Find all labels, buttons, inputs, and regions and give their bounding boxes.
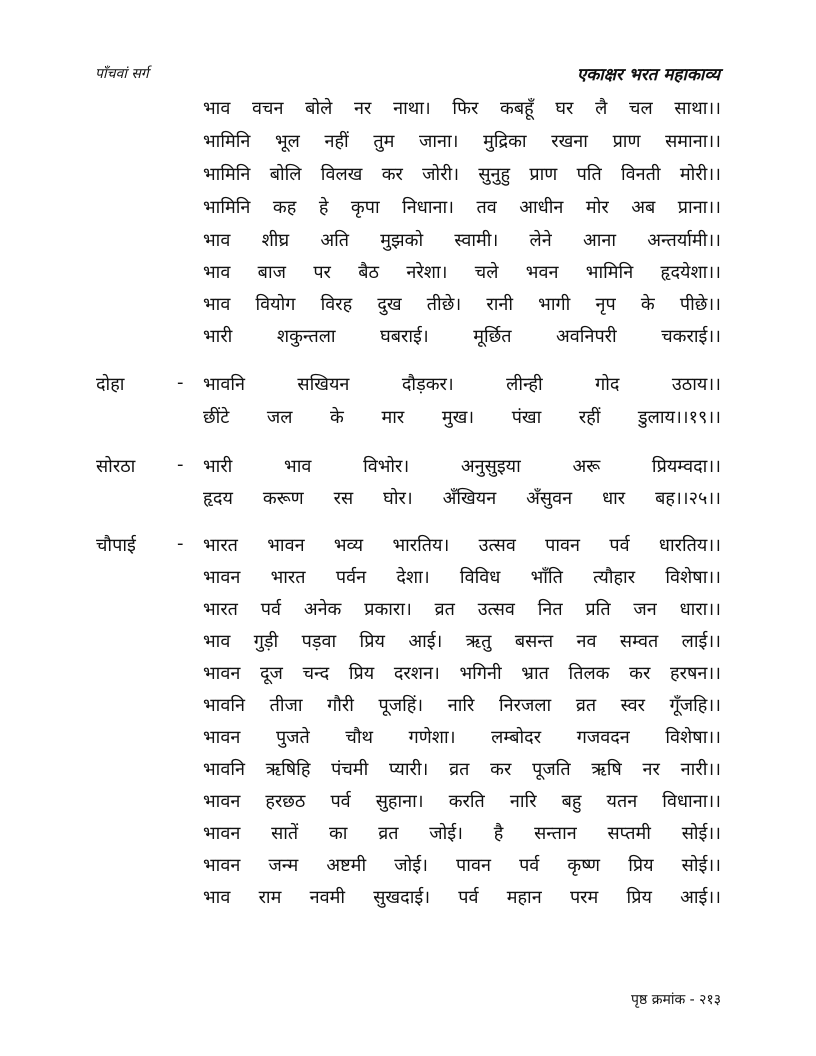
verse-line: भाव राम नवमी सुखदाई। पर्व महान परम प्रिय आई।। xyxy=(203,887,721,908)
verse-line: भामिनि कह हे कृपा निधाना। तव आधीन मोर अब प्राना।। xyxy=(203,197,721,218)
verse-line: भाव वचन बोले नर नाथा। फिर कबहूँ घर लै चल साथा।। xyxy=(203,98,721,119)
verse-line: भावन हरछठ पर्व सुहाना। करति नारि बहु यतन विधाना।। xyxy=(203,791,721,812)
verse-line: छींटे जल के मार मुख। पंखा रहीं डुलाय।।१९।। xyxy=(203,407,721,428)
verse-line: भाव बाज पर बैठ नरेशा। चले भवन भामिनि हृदयेशा।। xyxy=(203,262,721,283)
verse-line: भावन दूज चन्द प्रिय दरशन। भगिनी भ्रात तिलक कर हरषन।। xyxy=(203,663,721,684)
verse-line: भावन जन्म अष्टमी जोई। पावन पर्व कृष्ण प्रिय सोई।। xyxy=(203,855,721,876)
verse-line: भावन पुजते चौथ गणेशा। लम्बोदर गजवदन विशेषा।। xyxy=(203,727,721,748)
verse-line: हृदय करूण रस घोर। अँखियन अँसुवन धार बह।।२५।। xyxy=(203,488,721,509)
verse-line: भाव वियोग विरह दुख तीछे। रानी भागी नृप के पीछे।। xyxy=(203,294,721,315)
doha-dash: - xyxy=(177,372,184,393)
verse-line: भावन सातें का व्रत जोई। है सन्तान सप्तमी सोई।। xyxy=(203,823,721,844)
verse-line: भारी भाव विभोर। अनुसुइया अरू प्रियम्वदा।। xyxy=(203,456,721,477)
verse-line: भामिनि भूल नहीं तुम जाना। मुद्रिका रखना प्राण समाना।। xyxy=(203,131,721,152)
header-chapter: पाँचवां सर्ग xyxy=(95,66,149,82)
header-book-title: एकाक्षर भरत महाकाव्य xyxy=(576,65,720,85)
verse-line: भावनि ऋषिहि पंचमी प्यारी। व्रत कर पूजति ऋषि नर नारी।। xyxy=(203,759,721,780)
verse-line: भाव गुड़ी पड़वा प्रिय आई। ऋतु बसन्त नव सम्वत लाई।। xyxy=(203,631,721,652)
chaupai-label: चौपाई xyxy=(96,535,136,556)
verse-line: भारी शकुन्तला घबराई। मूर्छित अवनिपरी चकराई।। xyxy=(203,326,721,347)
doha-label: दोहा xyxy=(96,374,125,395)
soratha-label: सोरठा xyxy=(96,456,136,477)
verse-line: भारत भावन भव्य भारतिय। उत्सव पावन पर्व धारतिय।। xyxy=(203,535,721,556)
page-number: पृष्ठ क्रमांक - २१३ xyxy=(631,992,721,1008)
verse-line: भावन भारत पर्वन देशा। विविध भाँति त्यौहार विशेषा।। xyxy=(203,567,721,588)
chaupai-dash: - xyxy=(177,533,184,554)
verse-line: भावनि तीजा गौरी पूजहिं। नारि निरजला व्रत स्वर गूँजहि।। xyxy=(203,695,721,716)
verse-line: भामिनि बोलि विलख कर जोरी। सुनुहु प्राण पति विनती मोरी।। xyxy=(203,164,721,185)
verse-line: भारत पर्व अनेक प्रकारा। व्रत उत्सव नित प्रति जन धारा।। xyxy=(203,599,721,620)
verse-line: भाव शीघ्र अति मुझको स्वामी। लेने आना अन्तर्यामी।। xyxy=(203,230,721,251)
verse-line: भावनि सखियन दौड़कर। लीन्ही गोद उठाय।। xyxy=(203,374,721,395)
soratha-dash: - xyxy=(177,454,184,475)
